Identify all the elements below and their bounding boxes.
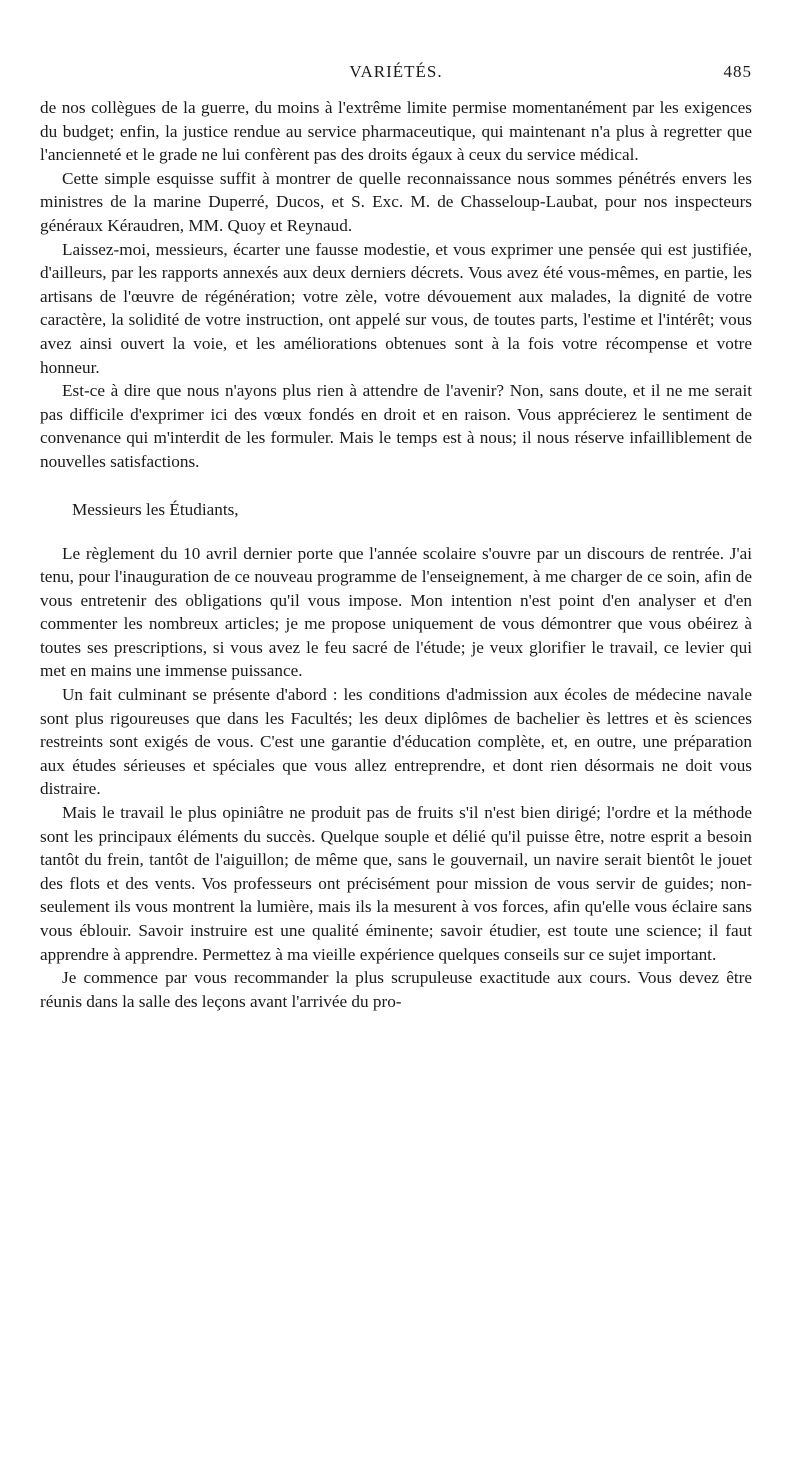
paragraph: Cette simple esquisse suffit à montrer de quelle reconnaissance nous sommes pénétrés envers les ministres de la marine Duperré, Ducos, et S. Exc. M. de Chasseloup-Laubat, pour nos inspecteurs généraux Kéraudren, MM. Quoy et Reynaud. [40, 168, 752, 235]
paragraph: Laissez-moi, messieurs, écarter une fausse modestie, et vous exprimer une pensée qui est justifiée, d'ailleurs, par les rapports annexés aux deux derniers décrets. Vous avez été vous-mêmes, en partie, les artisans de l'œuvre de régénération; votre zèle, votre dévouement aux malades, la dignité de votre caractère, la solidité de votre instruction, ont appelé sur vous, de toutes parts, l'estime et l'intérêt; vous avez ainsi ouvert la voie, et les améliorations obtenues sont à la fois votre récompense et votre honneur. [40, 239, 752, 377]
paragraph: Je commence par vous recommander la plus scrupuleuse exactitude aux cours. Vous devez être réunis dans la salle des leçons avant l'arrivée du pro- [40, 968, 752, 1011]
paragraph: Le règlement du 10 avril dernier porte que l'année scolaire s'ouvre par un discours de rentrée. J'ai tenu, pour l'inauguration de ce nouveau programme de l'enseignement, à me charger de ce soin, afin de vous entretenir des obligations qu'il vous impose. Mon intention n'est point d'en analyser et d'en commenter les nombreux articles; je me propose uniquement de vous démontrer que vous obéirez à toutes ses prescriptions, si vous avez le feu sacré de l'étude; je veux glorifier le travail, ce levier qui met en mains une immense puissance. [40, 543, 752, 681]
page-number: 485 [723, 62, 752, 81]
running-title: VARIÉTÉS. [349, 62, 443, 81]
paragraph: Un fait culminant se présente d'abord : les conditions d'admission aux écoles de médecine navale sont plus rigoureuses que dans les Facultés; les deux diplômes de bachelier ès lettres et ès sciences restreints sont exigés de vous. C'est une garantie d'éducation complète, et, en outre, une préparation aux études sérieuses et spéciales que vous allez entreprendre, et dont rien désormais ne doit vous distraire. [40, 685, 752, 799]
page [40, 62, 752, 1013]
running-header [40, 62, 752, 96]
body-text [40, 96, 752, 1013]
paragraph: Est-ce à dire que nous n'ayons plus rien à attendre de l'avenir? Non, sans doute, et il ne me serait pas difficile d'exprimer ici des vœux fondés en droit et en raison. Vous apprécierez le sentiment de convenance qui m'interdit de les formuler. Mais le temps est à nous; il nous réserve infailliblement de nouvelles satisfactions. [40, 381, 752, 471]
paragraph: Mais le travail le plus opiniâtre ne produit pas de fruits s'il n'est bien dirigé; l'ordre et la méthode sont les principaux éléments du succès. Quelque souple et délié qu'il puisse être, notre esprit a besoin tantôt du frein, tantôt de l'aiguillon; de même que, sans le gouvernail, un navire serait bientôt le jouet des flots et des vents. Vos professeurs ont précisément pour mission de vous servir de guides; non-seulement ils vous montrent la lumière, mais ils la mesurent à vos forces, afin qu'elle vous éclaire sans vous éblouir. Savoir instruire est une qualité éminente; savoir étudier, est toute une science; il faut apprendre à apprendre. Permettez à ma vieille expérience quelques conseils sur ce sujet important. [40, 803, 752, 964]
salutation-heading: Messieurs les Étudiants, [72, 499, 239, 519]
paragraph: de nos collègues de la guerre, du moins à l'extrême limite permise momentanément par les exigences du budget; enfin, la justice rendue au service pharmaceutique, qui maintenant n'a plus à regretter que l'ancienneté et le grade ne lui confèrent pas des droits égaux à ceux du service médical. [40, 98, 752, 165]
